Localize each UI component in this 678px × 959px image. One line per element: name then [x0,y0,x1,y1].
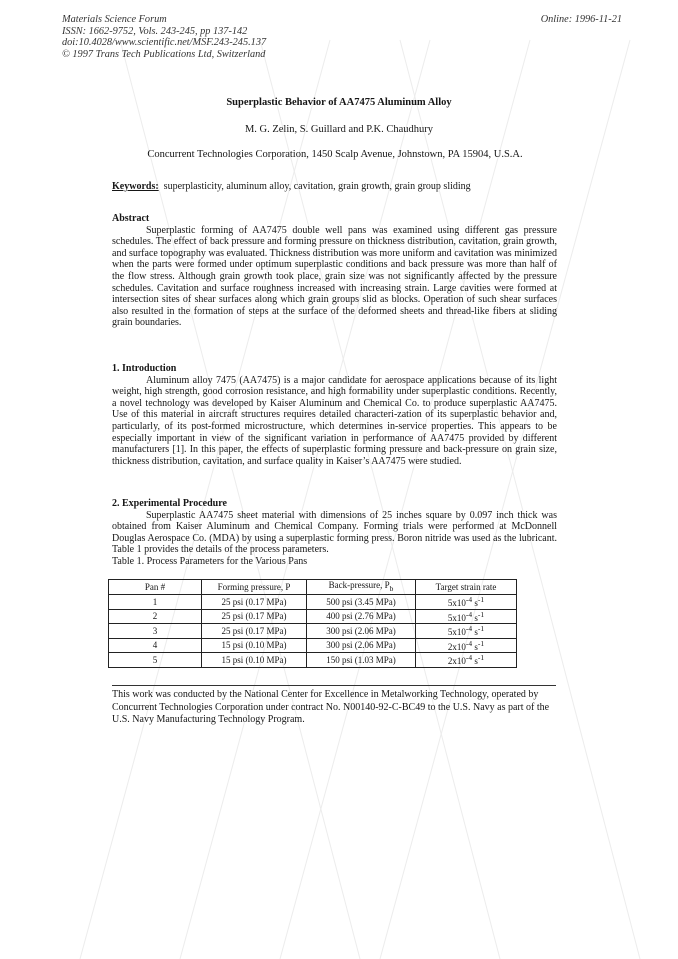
cell-pan: 3 [109,624,202,639]
cell-forming-pressure: 15 psi (0.10 MPa) [202,653,307,668]
rate-unit-exponent: -1 [477,595,485,605]
rate-unit: s [472,656,478,667]
rate-exponent: -4 [465,595,473,605]
introduction-text: Aluminum alloy 7475 (AA7475) is a major candidate for aerospace applications because of its light weight, high strength, good corrosion resistance, and high formability under superplastic conditions. Recently, a novel technology was developed by Kaiser Aluminum and Chemical Co. to produce superplastic AA7475. Use of this material in aircraft structures requires detailed characteri-zation of its superplastic behavior and, particularly, of its post-formed microstructure, which determines in-service properties. This appears to be especially important in view of the significant variation in performance of AA7475 provided by different manufacturers [1]. In this paper, the effects of superplastic forming pressure and back-pressure on grain size, thickness distribution, cavitation, and surface quality in Kaiser’s AA7475 were studied. [112,374,557,467]
cell-strain-rate [416,638,517,653]
rate-exponent: -4 [465,624,473,634]
table-header-row [109,580,517,595]
introduction-heading: 1. Introduction [112,363,177,374]
rate-unit: s [472,612,478,623]
table-caption: Table 1. Process Parameters for the Various Pans [112,555,308,567]
cell-pan: 5 [109,653,202,668]
paper-affiliation: Concurrent Technologies Corporation, 1450 Scalp Avenue, Johnstown, PA 15904, U.S.A. [147,149,523,160]
cell-back-pressure: 500 psi (3.45 MPa) [307,595,416,610]
header-back-pressure-label: Back-pressure, P [328,580,390,590]
rate-unit: s [472,641,478,652]
table-row [109,638,517,653]
cell-strain-rate [416,653,517,668]
issn-line: ISSN: 1662-9752, Vols. 243-245, pp 137-142 [62,25,248,37]
copyright-line: © 1997 Trans Tech Publications Ltd, Switzerland [62,48,266,60]
cell-pan: 2 [109,609,202,624]
rate-unit: s [472,598,478,609]
introduction-section [112,363,557,467]
rate-exponent: -4 [465,609,473,619]
experimental-text: Superplastic AA7475 sheet material with dimensions of 25 inches square by 0.097 inch thick was obtained from Kaiser Aluminum and Chemical Company. Forming trials were performed at McDonnell Douglas Aerospace Co. (MDA) by using a superplastic forming press. Boron nitride was used as the lubricant. Table 1 provides the details of the process parameters. [112,509,557,556]
cell-pan: 1 [109,595,202,610]
header-strain-rate: Target strain rate [416,580,517,595]
abstract-heading: Abstract [112,213,150,224]
rate-base: 2x10 [447,641,466,652]
cell-back-pressure: 300 psi (2.06 MPa) [307,638,416,653]
keywords-text: superplasticity, aluminum alloy, cavitation, grain growth, grain group sliding [163,181,471,192]
paper-title: Superplastic Behavior of AA7475 Aluminum Alloy [226,97,452,108]
funding-footnote: This work was conducted by the National Center for Excellence in Metalworking Technology, operated by Concurrent Technologies Corporation under contract No. N00140-92-C-BC49 to the U.S. Navy as part of the U.S. Navy Manufacturing Technology Program. [112,689,550,726]
experimental-heading: 2. Experimental Procedure [112,498,227,509]
abstract-text: Superplastic forming of AA7475 double well pans was examined using different gas pressure schedules. The effect of back pressure and forming pressure on thickness distribution, cavitation, grain growth, and surface topography was evaluated. Thickness distribution was more uniform and cavitation was minimized when the parts were formed under optimum superplastic conditions and back pressure was more than half of the flow stress. Although grain growth took place, grain size was not significantly affected by the pressure schedules. Cavitation and surface roughness increased with increasing strain. Large cavities were formed at intersection sites of shear surfaces along which grain groups slid as blocks. Operation of such shear surfaces also resulted in the formation of steps at the surface of the deformed sheets and thread-like fibers at sliding grain boundaries. [112,224,557,329]
rate-unit-exponent: -1 [477,653,485,663]
rate-base: 5x10 [447,612,466,623]
cell-forming-pressure: 25 psi (0.17 MPa) [202,595,307,610]
rate-base: 5x10 [447,627,466,638]
cell-strain-rate [416,624,517,639]
rate-unit-exponent: -1 [477,638,485,648]
cell-strain-rate [416,595,517,610]
cell-back-pressure: 150 psi (1.03 MPa) [307,653,416,668]
cell-forming-pressure: 15 psi (0.10 MPa) [202,638,307,653]
cell-strain-rate [416,609,517,624]
doi-line: doi:10.4028/www.scientific.net/MSF.243-245.137 [62,37,267,49]
rate-exponent: -4 [465,638,473,648]
rate-base: 2x10 [447,656,466,667]
keywords-line [112,181,562,192]
cell-forming-pressure: 25 psi (0.17 MPa) [202,609,307,624]
cell-back-pressure: 300 psi (2.06 MPa) [307,624,416,639]
paper-authors: M. G. Zelin, S. Guillard and P.K. Chaudhury [244,124,434,135]
cell-pan: 4 [109,638,202,653]
rate-base: 5x10 [447,598,466,609]
cell-back-pressure: 400 psi (2.76 MPa) [307,609,416,624]
header-back-pressure-subscript: b [389,583,394,593]
table-row [109,609,517,624]
header-forming-pressure: Forming pressure, P [202,580,307,595]
online-date: Online: 1996-11-21 [540,14,622,25]
rate-unit: s [472,627,478,638]
rate-unit-exponent: -1 [477,624,485,634]
table-row [109,595,517,610]
rate-exponent: -4 [465,653,473,663]
cell-forming-pressure: 25 psi (0.17 MPa) [202,624,307,639]
experimental-section [112,498,557,568]
rate-unit-exponent: -1 [477,609,485,619]
keywords-label: Keywords: [112,181,159,192]
table-row [109,653,517,668]
header-back-pressure [307,580,416,595]
footnote-divider [112,685,556,686]
abstract-section [112,213,557,329]
journal-header [62,14,266,60]
journal-name: Materials Science Forum [62,14,167,25]
table-row [109,624,517,639]
header-pan: Pan # [109,580,202,595]
process-parameters-table [108,579,517,668]
